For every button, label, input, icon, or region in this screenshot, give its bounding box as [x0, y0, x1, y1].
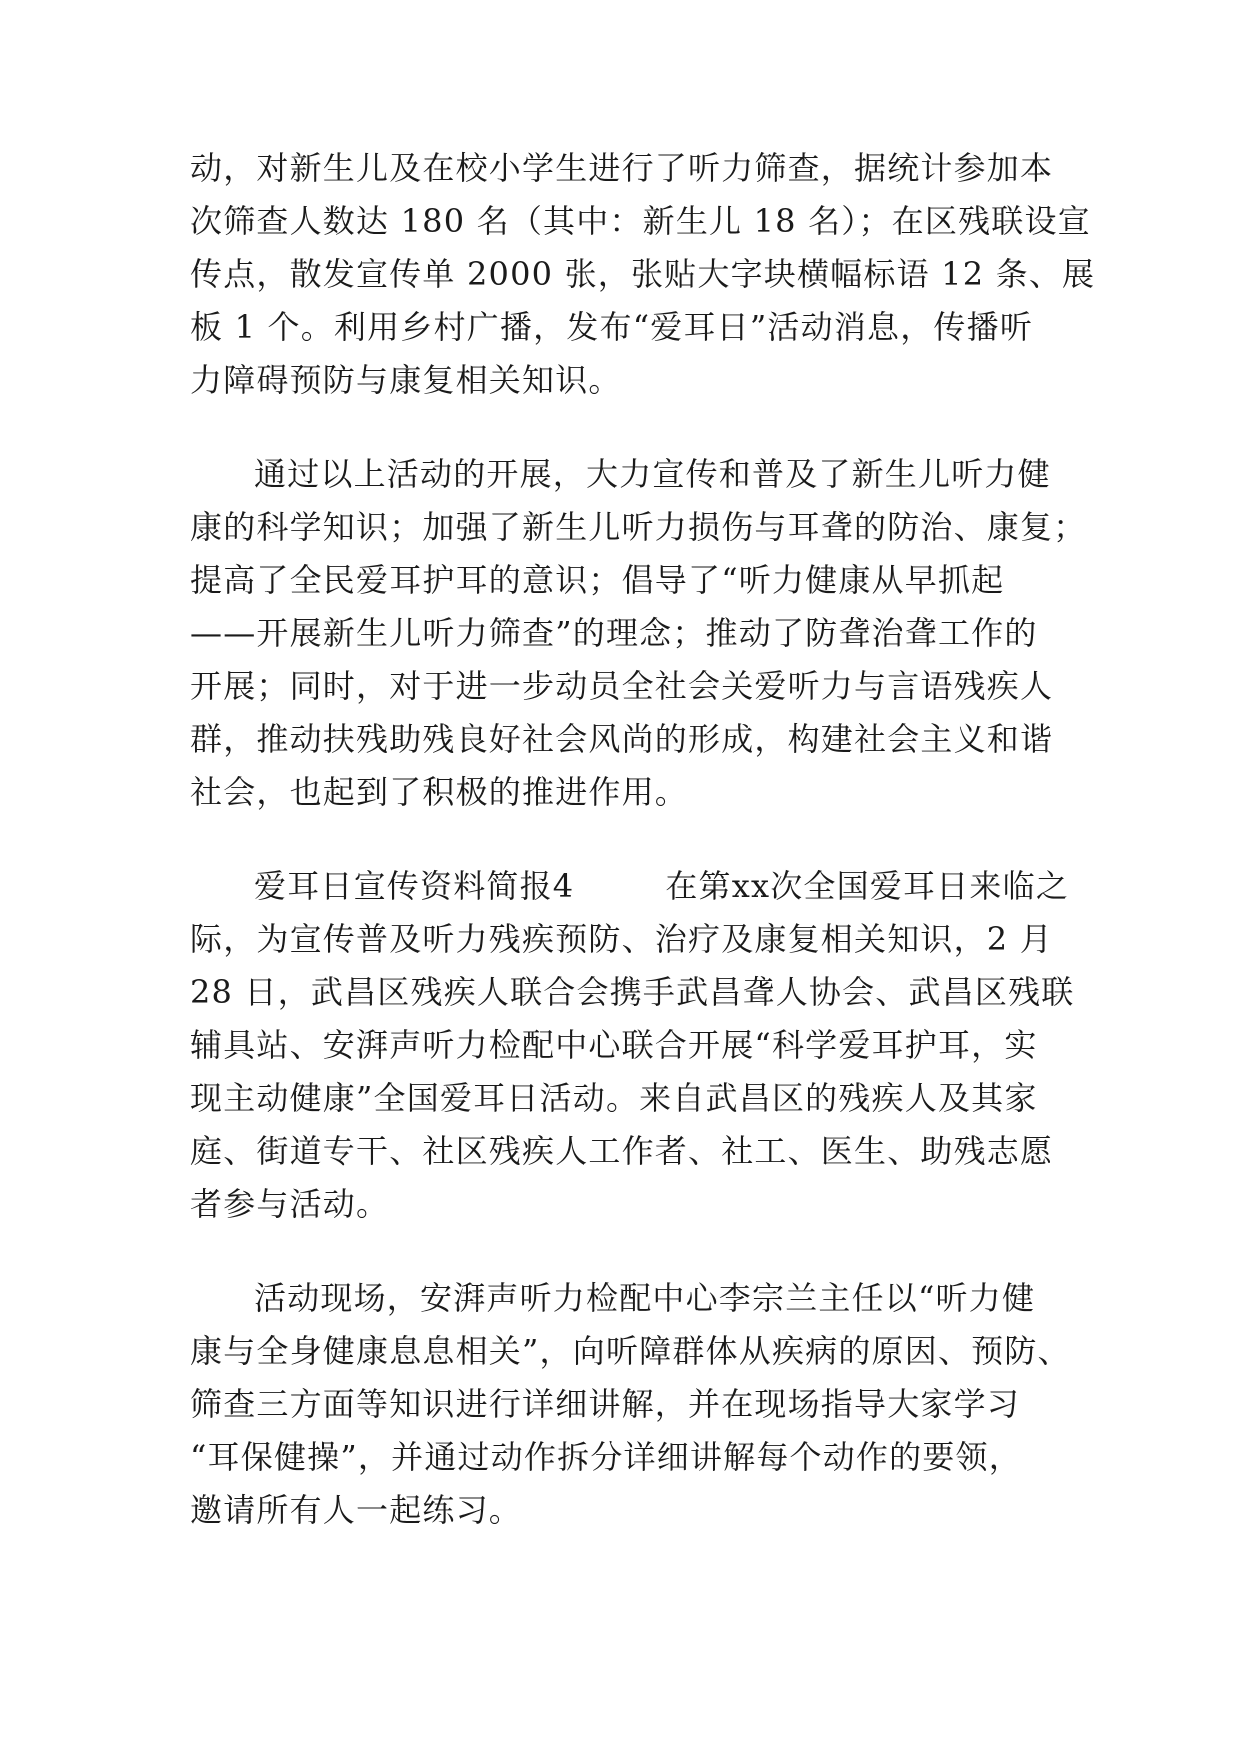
text-line: 群，推动扶残助残良好社会风尚的形成，构建社会主义和谐: [190, 720, 1054, 758]
text-line: 者参与活动。: [190, 1185, 390, 1223]
text-line: 康的科学知识；加强了新生儿听力损伤与耳聋的防治、康复；: [190, 508, 1087, 546]
text-line: 次筛查人数达 180 名（其中：新生儿 18 名）；在区残联设宣: [190, 202, 1091, 240]
text-line: 筛查三方面等知识进行详细讲解，并在现场指导大家学习: [190, 1385, 1021, 1423]
paragraph-first-line: 活动现场，安湃声听力检配中心李宗兰主任以“听力健: [254, 1279, 1036, 1317]
text-line: 提高了全民爱耳护耳的意识；倡导了“听力健康从早抓起: [190, 561, 1005, 599]
text-line: 社会，也起到了积极的推进作用。: [190, 773, 689, 811]
text-line: 庭、街道专干、社区残疾人工作者、社工、医生、助残志愿: [190, 1132, 1054, 1170]
text-line: 传点，散发宣传单 2000 张，张贴大字块横幅标语 12 条、展: [190, 255, 1096, 293]
text-line: 康与全身健康息息相关”，向听障群体从疾病的原因、预防、: [190, 1332, 1071, 1370]
text-line: 动，对新生儿及在校小学生进行了听力筛查，据统计参加本: [190, 149, 1054, 187]
text-line: 板 1 个。利用乡村广播，发布“爱耳日”活动消息，传播听: [190, 308, 1034, 346]
text-line: 开展；同时，对于进一步动员全社会关爱听力与言语残疾人: [190, 667, 1054, 705]
text-line: 力障碍预防与康复相关知识。: [190, 361, 622, 399]
section-heading-line: 爱耳日宣传资料简报4 在第xx次全国爱耳日来临之: [254, 867, 1070, 905]
paragraph-first-line: 通过以上活动的开展，大力宣传和普及了新生儿听力健: [254, 455, 1051, 493]
text-line: 28 日，武昌区残疾人联合会携手武昌聋人协会、武昌区残联: [190, 973, 1075, 1011]
text-line: 邀请所有人一起练习。: [190, 1491, 523, 1529]
text-line: 现主动健康”全国爱耳日活动。来自武昌区的残疾人及其家: [190, 1079, 1038, 1117]
text-line: “耳保健操”，并通过动作拆分详细讲解每个动作的要领，: [190, 1438, 1022, 1476]
text-line: ——开展新生儿听力筛查”的理念；推动了防聋治聋工作的: [190, 614, 1038, 652]
text-line: 际，为宣传普及听力残疾预防、治疗及康复相关知识，2 月: [190, 920, 1053, 958]
text-line: 辅具站、安湃声听力检配中心联合开展“科学爱耳护耳，实: [190, 1026, 1038, 1064]
